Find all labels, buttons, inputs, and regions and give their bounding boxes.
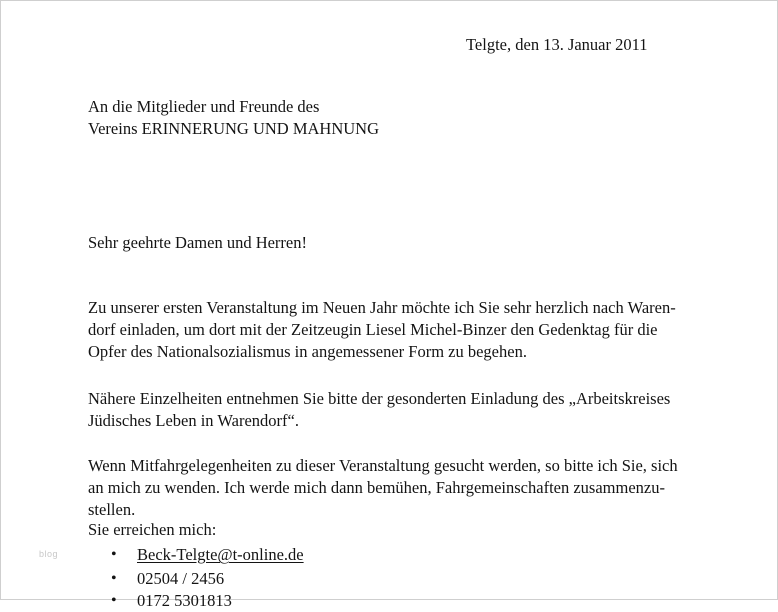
paragraph-1-line-1: Zu unserer ersten Veranstaltung im Neuen Jahr möchte ich Sie sehr herzlich nach Waren-	[88, 298, 676, 317]
paragraph-1-line-3: Opfer des Nationalsozialismus in angemessener Form zu begehen.	[88, 342, 527, 361]
contact-intro: Sie erreichen mich:	[88, 520, 217, 539]
bullet-icon: •	[111, 592, 117, 609]
bullet-icon: •	[111, 546, 117, 563]
phone-number: 02504 / 2456	[137, 569, 225, 588]
watermark: blog	[39, 549, 59, 559]
paragraph-3-line-1: Wenn Mitfahrgelegenheiten zu dieser Veranstaltung gesucht werden, so bitte ich Sie, sich	[88, 456, 678, 475]
paragraph-3-line-3: stellen.	[88, 500, 136, 519]
mobile-number: 0172 5301813	[137, 591, 232, 610]
salutation: Sehr geehrte Damen und Herren!	[88, 233, 307, 252]
paragraph-2-line-1: Nähere Einzelheiten entnehmen Sie bitte der gesonderten Einladung des „Arbeitskreises	[88, 389, 671, 408]
letter-date: Telgte, den 13. Januar 2011	[466, 35, 648, 54]
paragraph-3-line-2: an mich zu wenden. Ich werde mich dann bemühen, Fahrgemeinschaften zusammenzu-	[88, 478, 665, 497]
paragraph-2-line-2: Jüdisches Leben in Warendorf“.	[88, 411, 299, 430]
recipient-line-2: Vereins ERINNERUNG UND MAHNUNG	[88, 119, 380, 138]
email-link[interactable]: Beck-Telgte@t-online.de	[137, 545, 304, 564]
paragraph-1-line-2: dorf einladen, um dort mit der Zeitzeugin Liesel Michel-Binzer den Gedenktag für die	[88, 320, 658, 339]
bullet-icon: •	[111, 570, 117, 587]
recipient-line-1: An die Mitglieder und Freunde des	[88, 97, 320, 116]
